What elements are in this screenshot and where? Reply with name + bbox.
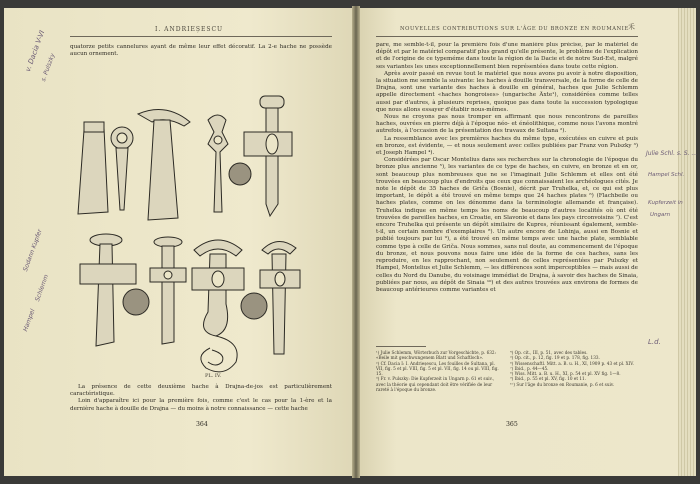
handwritten-note: s. Pulszky (40, 52, 57, 83)
corner-mark: 禾 (628, 23, 635, 31)
axe-drawing-5 (260, 96, 284, 108)
handwritten-note: Hampel (22, 308, 37, 333)
left-top-paragraph: quatorze petits cannelures ayant de même leur effet décoratif. La 2-e hache ne possède aucun ornement. (70, 44, 332, 58)
spiral-ornament (201, 336, 237, 372)
left-page-number: 364 (196, 421, 208, 428)
handwritten-note: v. Dacia V-VI (24, 29, 47, 73)
handwritten-note: Hampel Schl. (648, 172, 685, 178)
footnote: ¹⁰) Sur l'âge du bronze en Roumanie, p. 6 et suiv. (510, 381, 615, 387)
footnote: ⁹) Ibid., p. 55 et pl. XV, fig. 10 et 11. (510, 376, 587, 382)
handwritten-note: Sodann Kupfer (22, 228, 44, 273)
left-body-text (70, 384, 332, 413)
left-head-rule (70, 36, 332, 37)
handwritten-note: Schlemm (34, 273, 51, 303)
axe-drawing-4 (208, 115, 228, 212)
page-edges (678, 8, 696, 476)
handwritten-note: Julie Schl. s. S. ... (646, 150, 698, 157)
axe-plate-illustration (66, 92, 336, 382)
right-paragraph-1: pare, me semble-t-il, pour la première fois d'une manière plus précise, par le matériel de dépôt et par le matériel comparatif plus grand qu'elle présente, le problème de l'explication et de l'origine de ce typeméme dans toute la région de la Dacie et de notre Sud-Est, malgré ses variantes les unes exceptionnellement bien représentées dans toute cette région. (376, 42, 638, 70)
book-gutter (352, 6, 360, 478)
plate-caption: PL. IV. (205, 373, 222, 379)
left-top-text (70, 44, 332, 58)
footnote: ⁵) Op. cit., p. 12, fig. 19 et p. 178, fig. 133. (510, 355, 600, 361)
footnote: ²) Cf. Dacia I: I. Andrieșescu, Les fouilles de Sultana, pl. VII, fig. 5 et pl. VIII, fig. 5 et pl. VII, fig. 14 ou pl. VIII, fig. 15. (376, 360, 499, 377)
footnote: ⁸) Wiss. Mitt. a. B. u. H., XI, p. 54 et pl. XV fig. 1—8. (510, 371, 621, 377)
right-running-head: NOUVELLES CONTRIBUTIONS SUR L'ÂGE DU BRONZE EN ROUMANIE (400, 26, 629, 32)
left-paragraph-2: Loin d'apparaître ici pour la première fois, comme c'est le cas pour la 1-ère et la dernière hache à douille de Drajna — du moins à notre connaissance — cette hache (70, 398, 332, 412)
footnote: ⁶) Wissenschaftl. Mitt. a. B. u. H., XI, 1909 p. 43 et pl. XIV. (510, 360, 634, 366)
right-paragraph-2: Après avoir passé en revue tout le matériel que nous avons pu avoir à notre disposition, la situation me semble la suivante: les haches à douille transversale, de la forme de celle de Drajna, sont une variante des haches à douille en général, haches que Julie Schlemm appelle directement «haches hongroises» (ungarische Äxte¹), considérées comme telles aussi par d'autres, à plusieurs reprises, quoique pas dans toute la succession typologique que nous allons essayer d'établir nous-mêmes. (376, 70, 638, 113)
footnote: ⁴) Op. cit., III, p. 51, avec des tables. (510, 350, 588, 355)
right-page-number: 365 (506, 421, 518, 428)
right-head-rule (376, 36, 638, 37)
left-paragraph-1: La présence de cette deuxième hache à Drajna-de-jos est particulièrement caractéristique. (70, 384, 332, 398)
footnote: ³) Fr. v. Pulszky: Die Kupferzeit in Ungarn p. 61 et suiv., avec la théorie qui cependant doit être vérifiée de leur rareté à l'époque du bronze. (376, 376, 495, 393)
socket-ball-3 (241, 293, 267, 319)
axe-drawing-9 (262, 241, 296, 254)
handwritten-note: L.d. (648, 338, 661, 346)
socket-ball-1 (229, 163, 251, 185)
right-paragraph-5: Considérées par Oscar Montelius dans ses recherches sur la chronologie de l'époque du bronze plus ancienne ⁵), les variantes de ce type de haches, en cuivre, en bronze et en or, sont beaucoup plus nombreuses que ne se l'imaginait Julie Schlemm et elles ont été trouvées en beaucoup plus d'endroits que ceux que connaissaient les archéologues cités. Je note le dépôt de 35 haches de Griča (Bosnie), décrit par Truhelka, et, ce qui est plus important, le dépôt a été trouvé en même temps que 24 haches plates ⁶) (Flachbeile ou haches plates, comme on les dénomme dans la terminologie allemande et française). Truhelka indique en même temps les noms de beaucoup d'autres localités où ont été trouvées de pareilles haches, en Croatie, en Slavonie et dans les pays circonvoisins ⁷). C'est encore Truhelka qui présente un dépôt similaire de Kupres, réunissant également, semble-t-il, un certain nombre d'exemplaires ⁸). Un autre encore de Lohinja, aussi en Bosnie et publié toujours par lui ⁹), a été trouvé en même temps avec une hache plate, semblable comme type à celle de Griča. Nous sommes, sans nul doute, au commencement de l'époque du bronze, et nous pouvons nous faire une idée de la forme de ces haches, sans les reproduire, en les rapprochant, non seulement de celles représentées par Pulszky et Hampel, Montelius et Julie Schlemm, — les différences sont imperceptibles — mais aussi de celles du Nord du Danube, du voisinage immédiat de Drajna, à savoir des haches de Sinaia, publiées par nous, au dépôt de Sinaia ¹⁰) et des autres trouvées aux environs de formes de beaucoup antérieures comme variantes et (376, 157, 638, 293)
footnote: ¹) Julie Schlemm, Wörterbuch zur Vorgeschichte, p. 632: «Beile mit geschwungenem Blatt und Schaftloch». (376, 350, 496, 361)
left-running-head: I. ANDRIEȘESCU (155, 26, 224, 33)
right-paragraph-4: La ressemblance avec les premières haches du même type, exécutées en cuivre et puis en bronze, est évidente, — et nous seulement avec celles publiées par Franz von Pulszky ³) et Joseph Hampel ⁴). (376, 135, 638, 157)
socket-ball-2 (123, 289, 149, 315)
right-paragraph-3: Nous ne croyons pas nous tromper en affirmant que nous rencontrons de pareilles haches, ouvrées en pierre déjà à l'époque néo- et énéolithique, comme nous l'avons montré autrefois, à l'occasion de la présentation des travaux de Sultana ²). (376, 114, 638, 135)
footnote-rule (376, 346, 426, 347)
footnotes-column-1 (376, 350, 502, 392)
footnote: ⁷) Ibid., p. 44—45. (510, 365, 549, 371)
right-body-text (376, 42, 638, 342)
handwritten-note: Ungarn (650, 212, 671, 218)
handwritten-note: Kupferzeit in (648, 200, 683, 206)
axe-drawing-1 (78, 128, 108, 214)
footnotes-column-2 (510, 350, 638, 387)
